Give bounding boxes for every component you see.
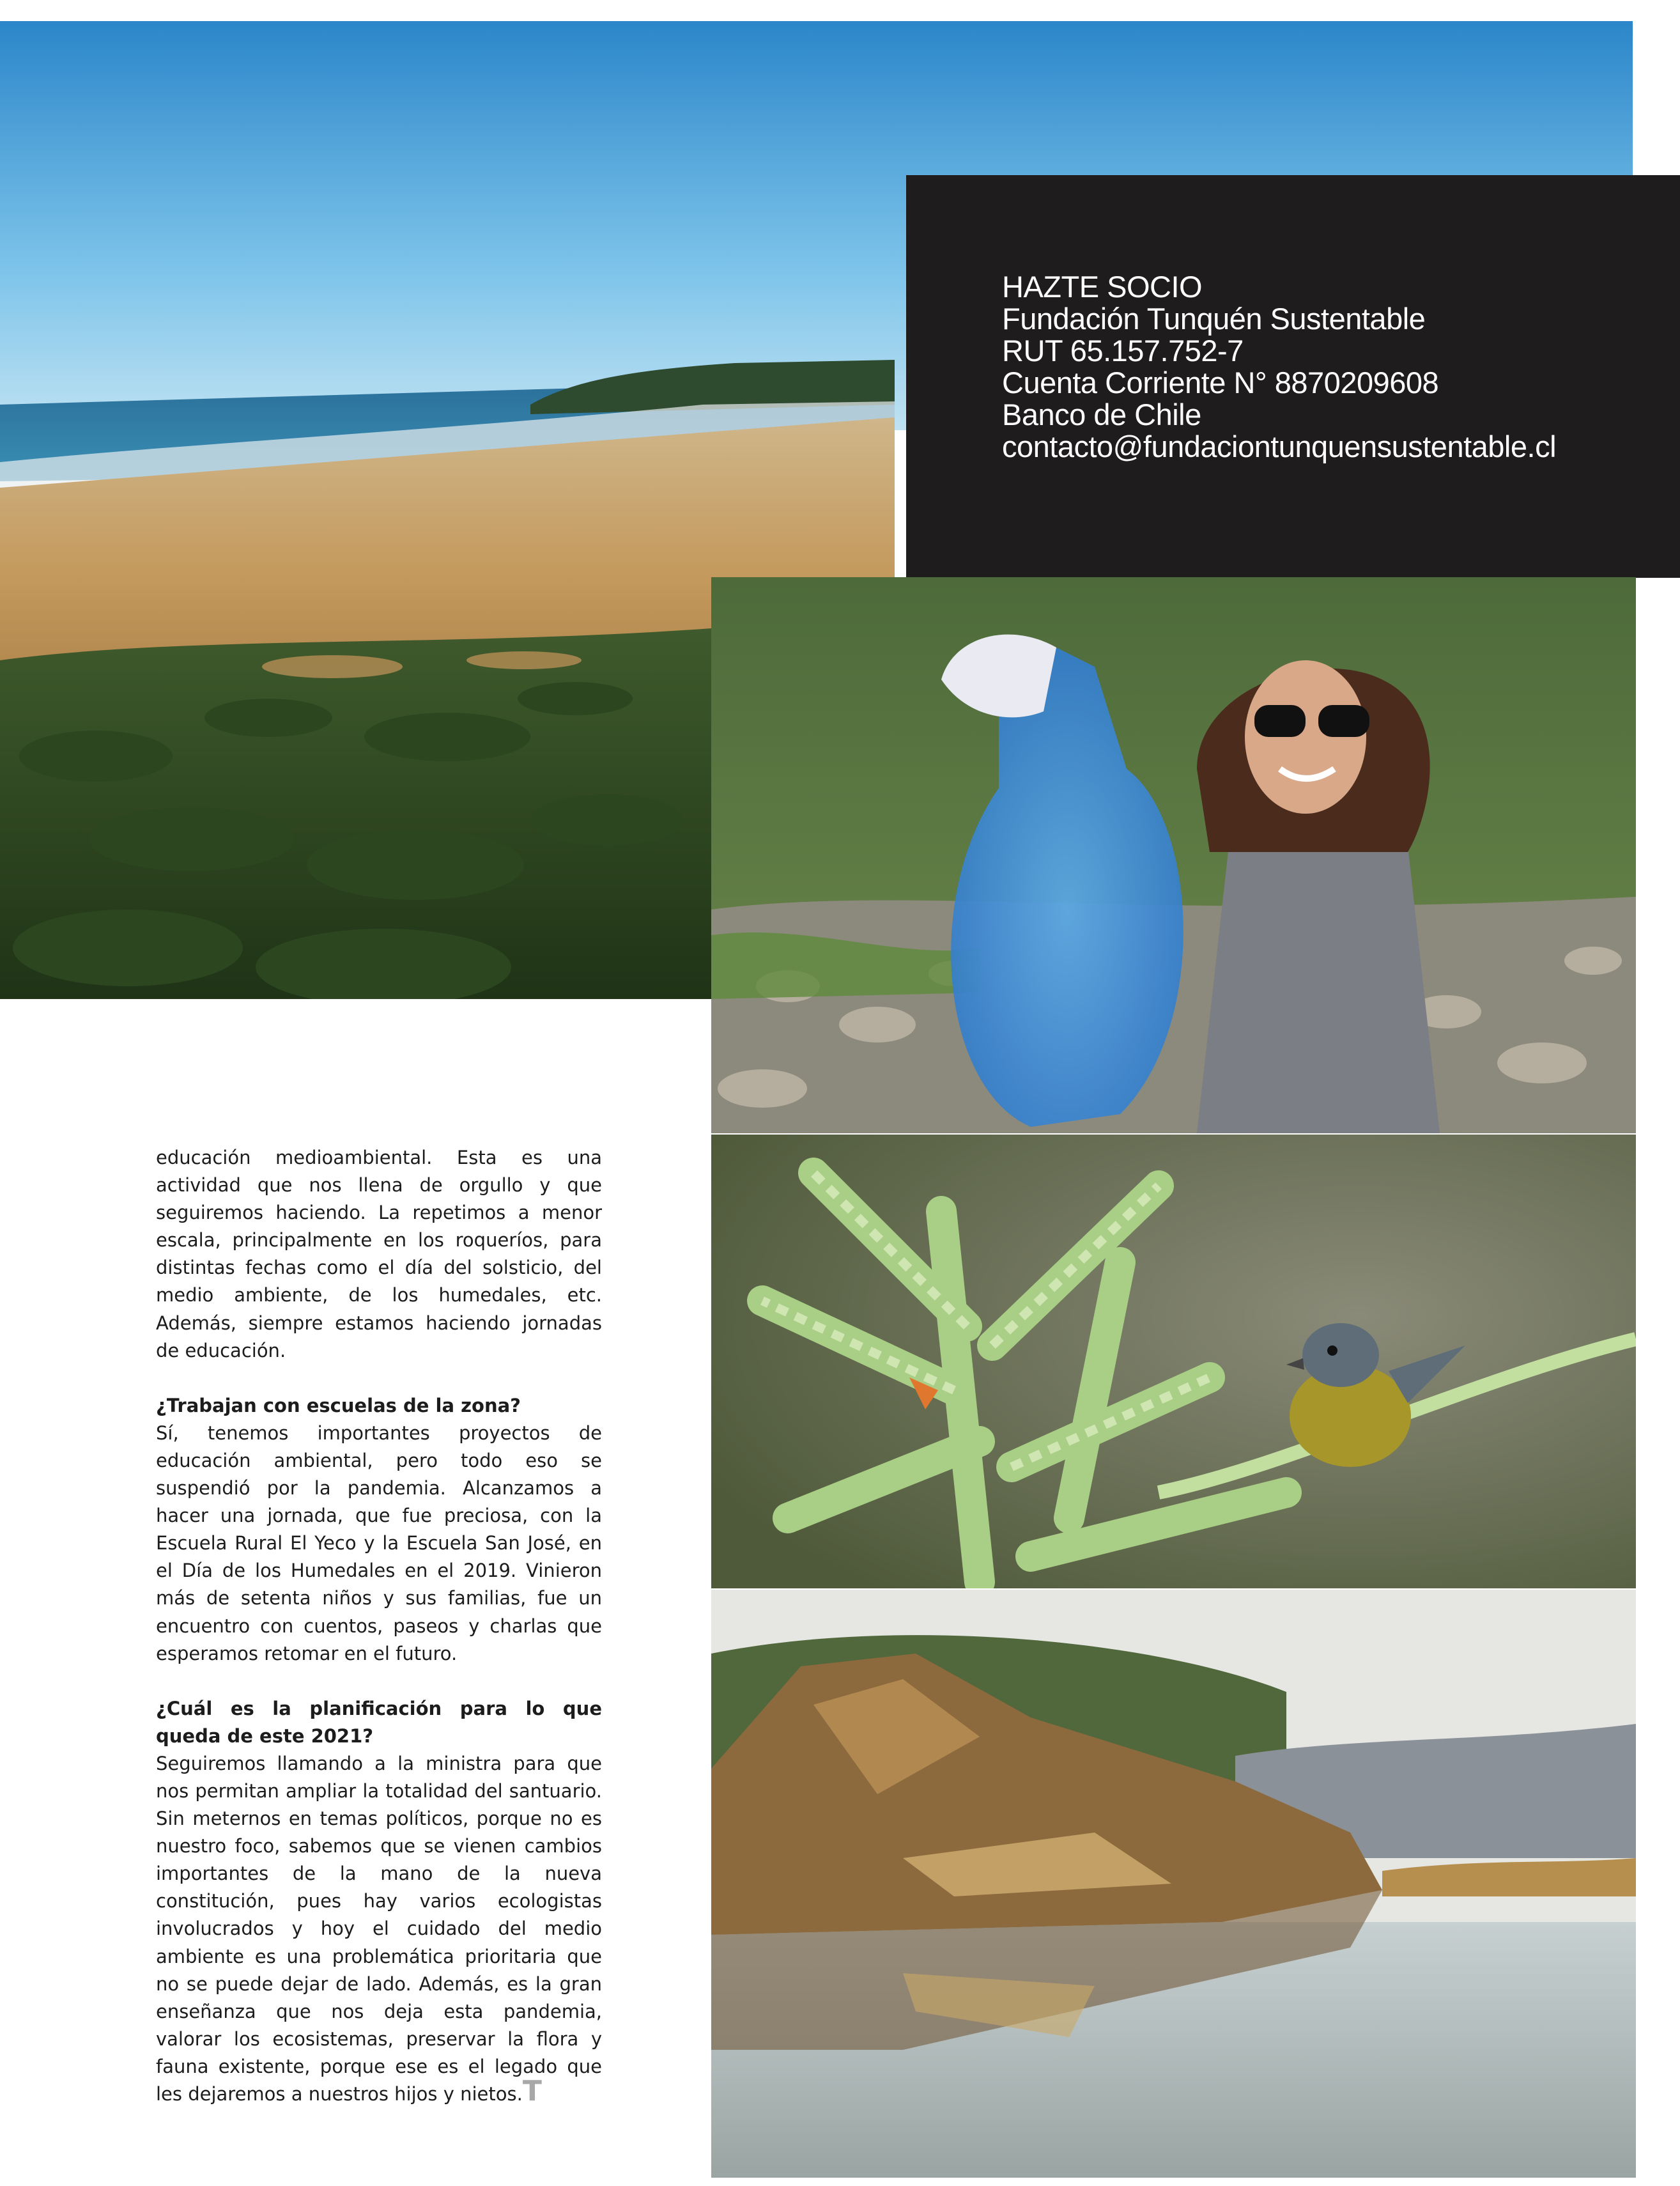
info-box-foundation-name: Fundación Tunquén Sustentable (1002, 302, 1426, 336)
beach-cleanup-photo (711, 577, 1636, 1133)
article-text (156, 1144, 602, 2136)
rocks-lagoon-photo (711, 1590, 1636, 2178)
article-section (156, 1695, 602, 2108)
question-heading: ¿Trabajan con escuelas de la zona? (156, 1394, 521, 1416)
end-of-article-mark: T (522, 2075, 542, 2107)
info-box-email[interactable]: contacto@fundaciontunquensustentable.cl (1002, 430, 1557, 463)
article-paragraph: Sí, tenemos importantes proyectos de educación ambiental, pero todo eso se suspendió por la pandemia. Alcanzamos a hacer una jornada, que fue preciosa, con la Escuela Rural El Yeco y la Escuela San José, en el Día de los Humedales en el 2019. Vinieron más de setenta niños y sus familias, fue un encuentro con cuentos, paseos y charlas que esperamos retomar en el futuro. (156, 1422, 602, 1664)
question-heading: ¿Cuál es la planificación para lo que queda de este 2021? (156, 1697, 602, 1747)
info-box-account-number: Cuenta Corriente N° 8870209608 (1002, 366, 1439, 399)
bird-on-plant-photo (711, 1135, 1636, 1588)
info-box-bank: Banco de Chile (1002, 398, 1201, 431)
membership-info-box (906, 175, 1680, 578)
article-section (156, 1392, 602, 1668)
info-box-rut: RUT 65.157.752-7 (1002, 334, 1244, 368)
article-paragraph: educación medioambiental. Esta es una actividad que nos llena de orgullo y que seguiremos haciendo. La repetimos a menor escala, principalmente en los roqueríos, para distintas fechas como el día del solsticio, del medio ambiente, de los humedales, etc. Además, siempre estamos haciendo jornadas de educación. (156, 1147, 602, 1361)
info-box-heading: HAZTE SOCIO (1002, 270, 1203, 304)
article-paragraph: Seguiremos llamando a la ministra para que nos permitan ampliar la totalidad del santuario. Sin meternos en temas políticos, porque no es nuestro foco, sabemos que se vienen cambios importantes de la mano de la nueva constitución, pues hay varios ecologistas involucrados y hoy el cuidado del medio ambiente es una problemática prioritaria que no se puede dejar de lado. Además, es la gran enseñanza que nos deja esta pandemia, valorar los ecosistemas, preservar la flora y fauna existente, porque ese es el legado que les dejaremos a nuestros hijos y nietos. (156, 1752, 602, 2105)
